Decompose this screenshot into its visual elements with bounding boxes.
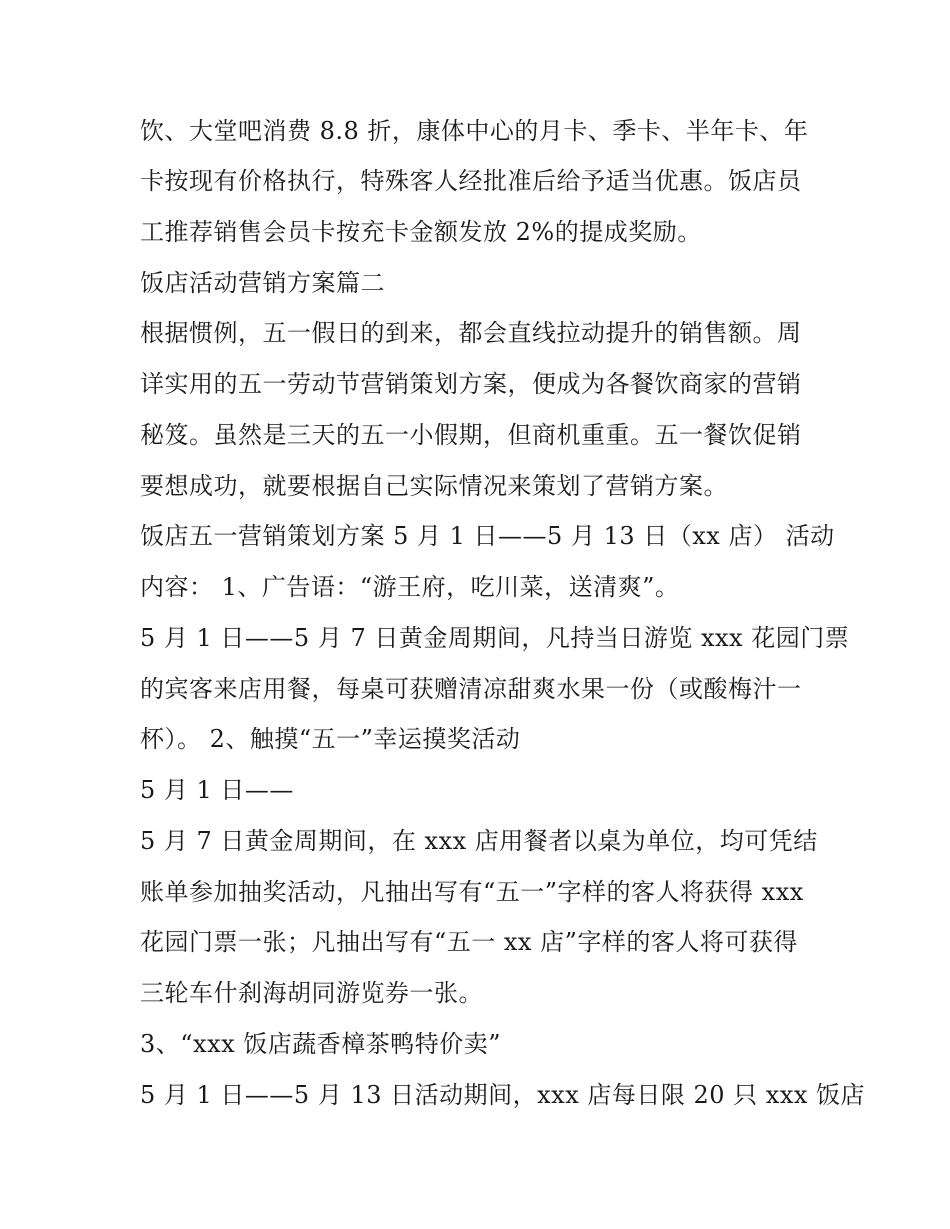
- text-line: 饮、大堂吧消费 8.8 折，康体中心的月卡、季卡、半年卡、年: [140, 117, 809, 145]
- text-line: 5 月 1 日——: [140, 776, 294, 804]
- text-line: 饭店五一营销策划方案 5 月 1 日——5 月 13 日（xx 店） 活动: [140, 522, 835, 550]
- text-line: 内容： 1、广告语：“游王府，吃川菜，送清爽”。: [140, 573, 680, 601]
- text-line: 杯）。 2、触摸“五一”幸运摸奖活动: [140, 725, 521, 753]
- text-line: 账单参加抽奖活动，凡抽出写有“五一”字样的客人将获得 xxx: [140, 878, 804, 906]
- text-line: 的宾客来店用餐，每桌可获赠清凉甜爽水果一份（或酸梅汁一: [140, 675, 802, 703]
- text-line: 5 月 1 日——5 月 13 日活动期间，xxx 店每日限 20 只 xxx 饭店: [140, 1081, 866, 1109]
- text-line: 要想成功，就要根据自己实际情况来策划了营销方案。: [140, 472, 728, 500]
- text-line: 工推荐销售会员卡按充卡金额发放 2%的提成奖励。: [140, 218, 702, 246]
- section-heading: 饭店活动营销方案篇二: [140, 269, 385, 297]
- text-line: 根据惯例，五一假日的到来，都会直线拉动提升的销售额。周: [140, 319, 802, 347]
- text-line: 3、“xxx 饭店蔬香樟茶鸭特价卖”: [140, 1030, 502, 1058]
- text-line: 花园门票一张；凡抽出写有“五一 xx 店”字样的客人将可获得: [140, 928, 798, 956]
- text-line: 详实用的五一劳动节营销策划方案，便成为各餐饮商家的营销: [140, 370, 802, 398]
- text-line: 5 月 1 日——5 月 7 日黄金周期间，凡持当日游览 xxx 花园门票: [140, 624, 850, 652]
- text-line: 三轮车什刹海胡同游览券一张。: [140, 979, 483, 1007]
- text-line: 秘笈。虽然是三天的五一小假期，但商机重重。五一餐饮促销: [140, 421, 802, 449]
- text-line: 卡按现有价格执行，特殊客人经批准后给予适当优惠。饭店员: [140, 167, 802, 195]
- text-line: 5 月 7 日黄金周期间，在 xxx 店用餐者以桌为单位，均可凭结: [140, 827, 818, 855]
